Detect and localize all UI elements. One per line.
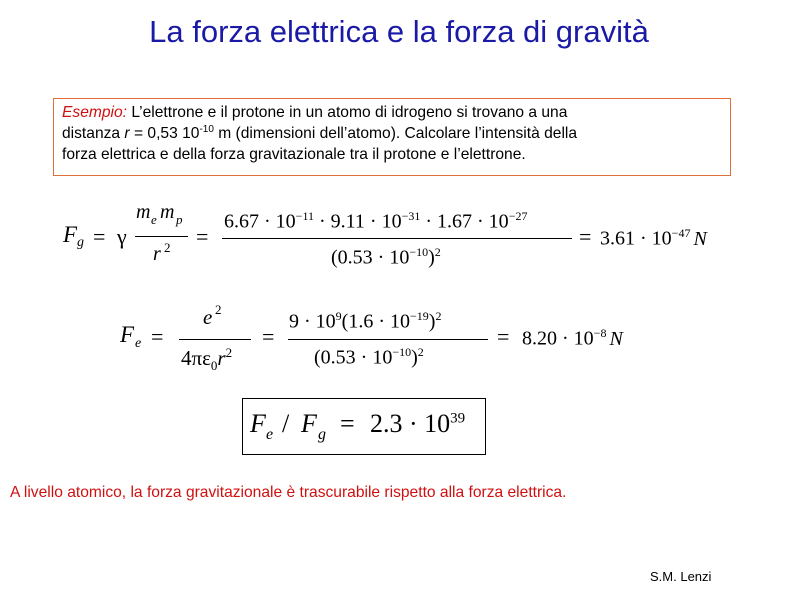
gravity-lhs-F: F [63,222,78,247]
example-text-1: L’elettrone e il protone in un atomo di idrogeno si trovano a una [127,104,568,121]
example-lead: Esempio: [62,104,128,121]
gravity-den-exp: 2 [164,240,171,255]
electric-eq-2: = [262,324,275,349]
electric-num-values: $9 \cdot 10^9(1.6 \cdot 10^{-19})^2$ [289,309,442,333]
electric-num-exp: 2 [215,302,222,317]
example-line-3: forza elettrica e della forza gravitazionale tra il protone e l’elettrone. [62,146,526,163]
gravity-num-values: $6.67 \cdot 10^{-11} \cdot 9.11 \cdot 10^{-31} \cdot 1.67 \cdot 10^{-27}$ [224,209,528,233]
ratio-box [242,398,486,455]
ratio-F1: F [250,409,266,438]
electric-lhs-F: F [120,322,135,347]
ratio-F2: F [301,409,317,438]
slide-title: La forza elettrica e la forza di gravità [149,14,649,49]
example-text-2b: = 0,53 10 [129,125,200,142]
ratio-slash: / [282,409,290,438]
example-var-r: r [124,125,130,142]
electric-lhs-sub: e [135,336,142,351]
electric-num-e: e [203,305,213,329]
gravity-eq-3: = [579,224,592,249]
gravity-den-values: $(0.53 \cdot 10^{-10})^2$ [331,245,441,269]
gravity-lhs-sub: g [77,235,84,250]
gravity-num-m1-sub: e [151,212,157,227]
conclusion-text: A livello atomico, la forza gravitazionale è trascurabile rispetto alla forza elettrica. [10,484,567,501]
ratio-value: $2.3 \cdot 10^{39}$ [370,409,466,438]
electric-frac-line-2 [288,339,488,340]
gravity-num-m2-sub: p [176,212,183,227]
example-exponent: -10 [199,123,214,135]
electric-den-values: $(0.53 \cdot 10^{-10})^2$ [314,345,424,369]
example-text-2c: m (dimensioni dell’atomo). Calcolare l’intensità della [213,125,578,142]
example-box [53,98,731,176]
electric-eq-1: = [151,324,164,349]
ratio-F1-sub: e [266,426,274,443]
gravity-frac-line-2 [222,238,572,239]
gravity-num-m1: m [136,201,151,223]
electric-eq-3: = [497,324,510,349]
electric-result: $8.20 \cdot 10^{-8}$ N [522,326,623,350]
gravity-frac-line-1 [135,236,188,237]
author-credit: S.M. Lenzi [650,569,712,584]
gravity-den-r: r [153,243,161,265]
ratio-eq: = [340,409,355,438]
electric-den: $4\pi\varepsilon_0r^2$ [181,345,233,374]
electric-frac-line-1 [179,339,251,340]
ratio-F2-sub: g [318,426,326,443]
example-text-2a: distanza [62,125,125,142]
gravity-gamma: γ [117,224,127,249]
example-line-1 [62,102,722,123]
gravity-result: $3.61 \cdot 10^{-47}$ N [600,226,707,250]
example-line-2 [62,123,722,144]
gravity-num-m2: m [160,201,175,223]
gravity-eq-2: = [196,224,209,249]
gravity-eq-1: = [93,224,106,249]
